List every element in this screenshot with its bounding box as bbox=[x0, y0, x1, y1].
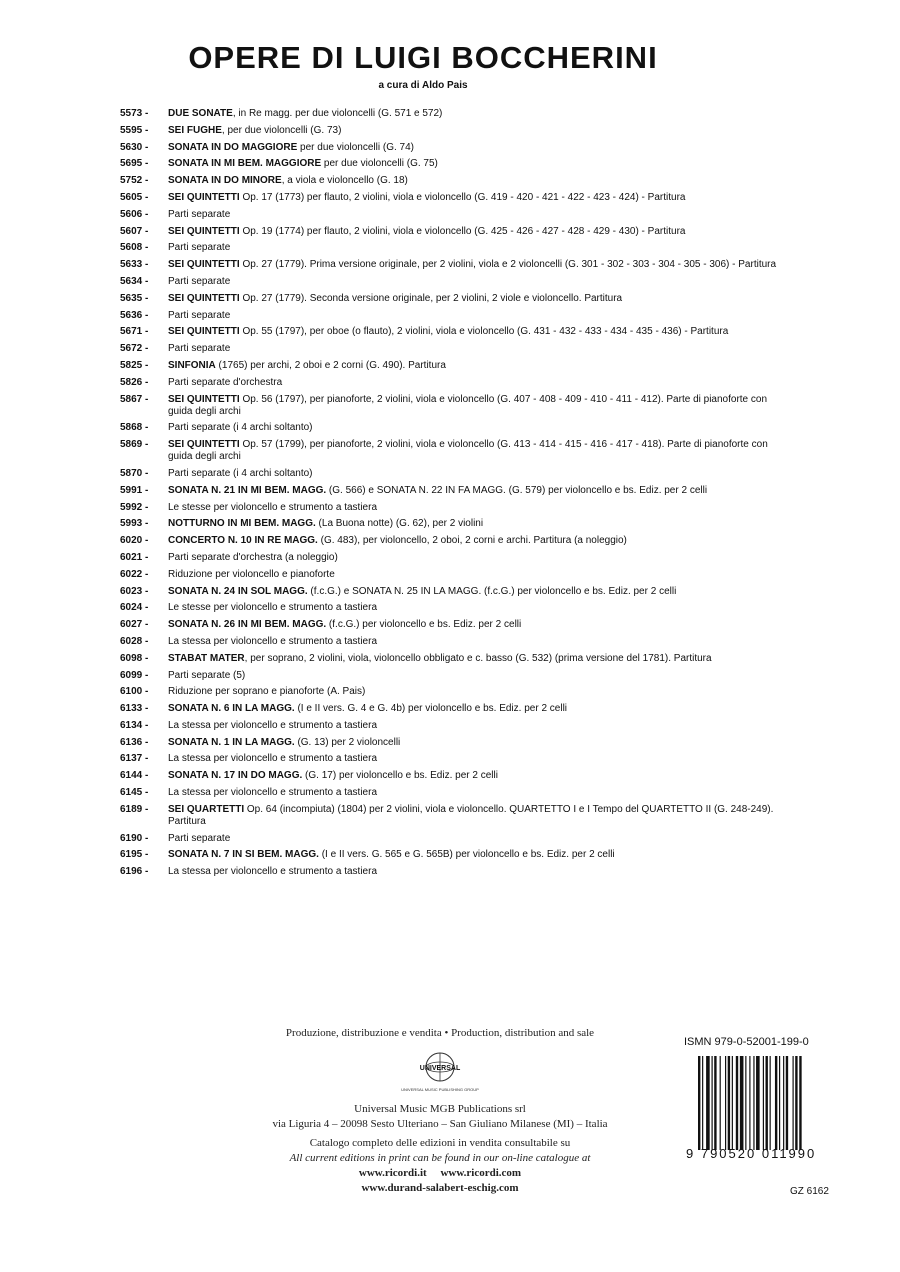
catalog-code: 5573 - bbox=[120, 108, 168, 120]
catalog-detail: Op. 27 (1779). Seconda versione originale, per 2 violini, 2 viole e violoncello. Partitura bbox=[239, 292, 623, 304]
universal-logo-icon bbox=[395, 1047, 485, 1099]
catalog-title: SEI QUINTETTI bbox=[168, 225, 240, 237]
catalog-description bbox=[168, 293, 780, 305]
barcode-bar bbox=[766, 1056, 768, 1150]
catalog-description bbox=[168, 753, 780, 765]
catalog-list bbox=[120, 108, 780, 883]
barcode-bar bbox=[728, 1056, 730, 1150]
catalog-title: SEI QUINTETTI bbox=[168, 259, 240, 271]
barcode-bar bbox=[702, 1056, 703, 1150]
catalog-code: 6024 - bbox=[120, 602, 168, 614]
catalog-note-en: All current editions in print can be found in our on-line catalogue at bbox=[289, 1152, 591, 1164]
catalog-code: 5671 - bbox=[120, 326, 168, 338]
catalog-note-it: Catalogo completo delle edizioni in vendita consultabile su bbox=[309, 1137, 571, 1149]
catalog-code: 6023 - bbox=[120, 586, 168, 598]
catalog-detail: Parti separate (i 4 archi soltanto) bbox=[168, 422, 313, 434]
catalog-entry bbox=[120, 276, 780, 288]
catalog-description bbox=[168, 468, 780, 480]
catalog-detail: Riduzione per soprano e pianoforte (A. Pais) bbox=[168, 686, 366, 698]
catalog-code: 5606 - bbox=[120, 209, 168, 221]
barcode-bar bbox=[793, 1056, 794, 1150]
catalog-description bbox=[168, 394, 780, 418]
catalog-entry bbox=[120, 787, 780, 799]
catalog-title: SEI QUINTETTI bbox=[168, 439, 240, 451]
catalog-entry bbox=[120, 569, 780, 581]
catalog-description bbox=[168, 502, 780, 514]
catalog-description bbox=[168, 619, 780, 631]
catalog-description bbox=[168, 720, 780, 732]
catalog-detail: (I e II vers. G. 565 e G. 565B) per violoncello e bs. Ediz. per 2 celli bbox=[318, 849, 615, 861]
catalog-number: GZ 6162 bbox=[790, 1186, 829, 1197]
catalog-code: 6137 - bbox=[120, 753, 168, 765]
catalog-entry bbox=[120, 226, 780, 238]
catalog-entry bbox=[120, 636, 780, 648]
barcode-bar bbox=[749, 1056, 750, 1150]
catalog-entry bbox=[120, 310, 780, 322]
catalog-title: SEI QUINTETTI bbox=[168, 326, 240, 338]
catalog-description bbox=[168, 686, 780, 698]
catalog-entry bbox=[120, 866, 780, 878]
catalog-title: SONATA IN DO MAGGIORE bbox=[168, 141, 298, 153]
url-ricordi-com[interactable]: www.ricordi.com bbox=[440, 1167, 522, 1179]
catalog-entry bbox=[120, 518, 780, 530]
catalog-code: 6195 - bbox=[120, 849, 168, 861]
catalog-entry bbox=[120, 703, 780, 715]
catalog-detail: (I e II vers. G. 4 e G. 4b) per violoncello e bs. Ediz. per 2 celli bbox=[294, 703, 568, 715]
catalog-description bbox=[168, 326, 780, 338]
barcode-number: 9 790520 011990 bbox=[686, 1146, 817, 1161]
catalog-title: NOTTURNO IN MI BEM. MAGG. bbox=[168, 518, 316, 530]
catalog-detail: Op. 55 (1797), per oboe (o flauto), 2 violini, viola e violoncello (G. 431 - 432 - 433 - 434 - 435 - 436) - Partitura bbox=[239, 326, 729, 338]
catalog-code: 6020 - bbox=[120, 535, 168, 547]
catalog-code: 5868 - bbox=[120, 422, 168, 434]
catalog-description bbox=[168, 770, 780, 782]
catalog-description bbox=[168, 142, 780, 154]
catalog-code: 5992 - bbox=[120, 502, 168, 514]
catalog-code: 6136 - bbox=[120, 737, 168, 749]
barcode-bar bbox=[740, 1056, 744, 1150]
url-durand[interactable]: www.durand-salabert-eschig.com bbox=[361, 1182, 519, 1194]
catalog-detail: , a viola e violoncello (G. 18) bbox=[281, 175, 408, 187]
catalog-title: SONATA N. 1 IN LA MAGG. bbox=[168, 736, 295, 748]
catalog-description bbox=[168, 737, 780, 749]
catalog-code: 6134 - bbox=[120, 720, 168, 732]
catalog-description bbox=[168, 569, 780, 581]
catalog-entry bbox=[120, 720, 780, 732]
catalog-code: 6100 - bbox=[120, 686, 168, 698]
catalog-detail: Parti separate d'orchestra (a noleggio) bbox=[168, 551, 338, 563]
barcode-bar bbox=[783, 1056, 784, 1150]
catalog-entry bbox=[120, 142, 780, 154]
catalog-detail: La stessa per violoncello e strumento a tastiera bbox=[168, 635, 377, 647]
catalog-detail: Parti separate bbox=[168, 275, 231, 287]
catalog-description bbox=[168, 602, 780, 614]
catalog-detail: Parti separate d'orchestra bbox=[168, 376, 283, 388]
catalog-code: 6189 - bbox=[120, 804, 168, 828]
catalog-detail: (G. 13) per 2 violoncelli bbox=[294, 736, 401, 748]
catalog-entry bbox=[120, 158, 780, 170]
catalog-entry bbox=[120, 485, 780, 497]
catalog-entry bbox=[120, 468, 780, 480]
catalog-detail: La stessa per violoncello e strumento a tastiera bbox=[168, 787, 377, 799]
catalog-entry bbox=[120, 343, 780, 355]
catalog-description bbox=[168, 439, 780, 463]
catalog-entry bbox=[120, 192, 780, 204]
catalog-detail: La stessa per violoncello e strumento a tastiera bbox=[168, 753, 377, 765]
catalog-description bbox=[168, 485, 780, 497]
catalog-entry bbox=[120, 259, 780, 271]
catalog-entry bbox=[120, 502, 780, 514]
catalog-entry bbox=[120, 422, 780, 434]
catalog-entry bbox=[120, 619, 780, 631]
catalog-title: SONATA N. 7 IN SI BEM. MAGG. bbox=[168, 849, 319, 861]
catalog-title: SONATA N. 24 IN SOL MAGG. bbox=[168, 585, 308, 597]
catalog-entry bbox=[120, 535, 780, 547]
catalog-title: STABAT MATER bbox=[168, 652, 245, 664]
catalog-description bbox=[168, 242, 780, 254]
catalog-description bbox=[168, 377, 780, 389]
catalog-entry bbox=[120, 108, 780, 120]
catalog-detail: La stessa per violoncello e strumento a tastiera bbox=[168, 719, 377, 731]
barcode-bar bbox=[725, 1056, 726, 1150]
barcode-bar bbox=[706, 1056, 710, 1150]
catalog-entry bbox=[120, 737, 780, 749]
barcode-bar bbox=[736, 1056, 738, 1150]
catalog-detail: (La Buona notte) (G. 62), per 2 violini bbox=[315, 518, 484, 530]
barcode-bar bbox=[714, 1056, 716, 1150]
catalog-description bbox=[168, 653, 780, 665]
catalog-code: 5605 - bbox=[120, 192, 168, 204]
catalog-code: 6133 - bbox=[120, 703, 168, 715]
catalog-detail: Op. 64 (incompiuta) (1804) per 2 violini, viola e violoncello. QUARTETTO I e I Tempo del QUARTETTO II (G. 248-249). Partitura bbox=[168, 803, 774, 827]
catalog-code: 6196 - bbox=[120, 866, 168, 878]
catalog-entry bbox=[120, 602, 780, 614]
catalog-title: SONATA IN DO MINORE bbox=[168, 175, 282, 187]
catalog-entry bbox=[120, 770, 780, 782]
catalog-description bbox=[168, 804, 780, 828]
catalog-code: 5635 - bbox=[120, 293, 168, 305]
catalog-detail: Le stesse per violoncello e strumento a tastiera bbox=[168, 501, 377, 513]
barcode-bar bbox=[745, 1056, 746, 1150]
catalog-description bbox=[168, 209, 780, 221]
catalog-detail: (f.c.G.) e SONATA N. 25 IN LA MAGG. (f.c.G.) per violoncello e bs. Ediz. per 2 celli bbox=[307, 585, 677, 597]
catalog-entry bbox=[120, 670, 780, 682]
catalog-code: 6145 - bbox=[120, 787, 168, 799]
publisher-address: via Liguria 4 – 20098 Sesto Ulteriano – San Giuliano Milanese (MI) – Italia bbox=[272, 1118, 608, 1130]
catalog-entry bbox=[120, 293, 780, 305]
catalog-description bbox=[168, 636, 780, 648]
catalog-entry bbox=[120, 552, 780, 564]
catalog-detail: Parti separate (5) bbox=[168, 669, 246, 681]
catalog-description bbox=[168, 866, 780, 878]
catalog-code: 6021 - bbox=[120, 552, 168, 564]
catalog-title: SONATA IN MI BEM. MAGGIORE bbox=[168, 158, 322, 170]
catalog-detail: (f.c.G.) per violoncello e bs. Ediz. per 2 celli bbox=[326, 619, 522, 631]
catalog-description bbox=[168, 787, 780, 799]
catalog-entry bbox=[120, 686, 780, 698]
catalog-code: 6099 - bbox=[120, 670, 168, 682]
catalog-entry bbox=[120, 753, 780, 765]
publisher-footer bbox=[230, 1026, 650, 1196]
catalog-description bbox=[168, 535, 780, 547]
catalog-entry bbox=[120, 175, 780, 187]
catalog-description bbox=[168, 518, 780, 530]
catalog-code: 5695 - bbox=[120, 158, 168, 170]
catalog-title: SINFONIA bbox=[168, 359, 216, 371]
catalog-code: 5608 - bbox=[120, 242, 168, 254]
catalog-code: 5634 - bbox=[120, 276, 168, 288]
barcode-bar bbox=[720, 1056, 721, 1150]
catalog-detail: , per due violoncelli (G. 73) bbox=[221, 124, 342, 136]
catalog-code: 6190 - bbox=[120, 833, 168, 845]
barcode-bar bbox=[795, 1056, 797, 1150]
catalog-code: 5993 - bbox=[120, 518, 168, 530]
production-line: Produzione, distribuzione e vendita • Production, distribution and sale bbox=[285, 1027, 595, 1039]
catalog-code: 5826 - bbox=[120, 377, 168, 389]
catalog-entry bbox=[120, 360, 780, 372]
catalog-title: DUE SONATE bbox=[168, 108, 233, 119]
catalog-code: 5752 - bbox=[120, 175, 168, 187]
barcode-bar bbox=[763, 1056, 764, 1150]
catalog-description bbox=[168, 108, 780, 120]
catalog-detail: Parti separate bbox=[168, 343, 231, 355]
catalog-code: 6022 - bbox=[120, 569, 168, 581]
catalog-detail: Parti separate bbox=[168, 832, 231, 844]
catalog-entry bbox=[120, 849, 780, 861]
catalog-description bbox=[168, 703, 780, 715]
barcode-bar bbox=[779, 1056, 780, 1150]
catalog-title: SEI QUINTETTI bbox=[168, 191, 240, 203]
catalog-title: SEI QUARTETTI bbox=[168, 803, 245, 815]
catalog-description bbox=[168, 360, 780, 372]
catalog-entry bbox=[120, 833, 780, 845]
barcode-bar bbox=[698, 1056, 700, 1150]
catalog-entry bbox=[120, 439, 780, 463]
catalog-description bbox=[168, 125, 780, 137]
barcode-bar bbox=[712, 1056, 713, 1150]
barcode-bar bbox=[770, 1056, 771, 1150]
catalog-code: 6098 - bbox=[120, 653, 168, 665]
catalog-code: 5595 - bbox=[120, 125, 168, 137]
catalog-entry bbox=[120, 586, 780, 598]
editor-credit: a cura di Aldo Pais bbox=[378, 80, 468, 91]
barcode-bar bbox=[753, 1056, 754, 1150]
catalog-description bbox=[168, 192, 780, 204]
catalog-code: 5633 - bbox=[120, 259, 168, 271]
catalog-code: 5867 - bbox=[120, 394, 168, 418]
catalog-detail: (G. 566) e SONATA N. 22 IN FA MAGG. (G. 579) per violoncello e bs. Ediz. per 2 celli bbox=[326, 484, 708, 496]
catalog-description bbox=[168, 310, 780, 322]
catalog-title: SONATA N. 17 IN DO MAGG. bbox=[168, 770, 303, 782]
catalog-detail: , in Re magg. per due violoncelli (G. 571 e 572) bbox=[232, 108, 443, 119]
barcode-bar bbox=[775, 1056, 777, 1150]
catalog-code: 5991 - bbox=[120, 485, 168, 497]
logo-subtext: UNIVERSAL MUSIC PUBLISHING GROUP bbox=[401, 1087, 479, 1092]
catalog-description bbox=[168, 586, 780, 598]
catalog-title: SEI QUINTETTI bbox=[168, 292, 240, 304]
logo-text: UNIVERSAL bbox=[419, 1065, 461, 1072]
catalog-detail: Op. 56 (1797), per pianoforte, 2 violini, viola e violoncello (G. 407 - 408 - 409 - 410 - 411 - 412). Parte di pianoforte con guida degli archi bbox=[168, 393, 768, 417]
catalog-detail: Op. 27 (1779). Prima versione originale, per 2 violini, viola e 2 violoncelli (G. 301 - 302 - 303 - 304 - 305 - 306) - Partitura bbox=[239, 259, 777, 271]
catalog-detail: (G. 483), per violoncello, 2 oboi, 2 corni e archi. Partitura (a noleggio) bbox=[317, 535, 627, 547]
catalog-entry bbox=[120, 209, 780, 221]
barcode-bar bbox=[756, 1056, 760, 1150]
catalog-entry bbox=[120, 394, 780, 418]
catalog-title: SONATA N. 6 IN LA MAGG. bbox=[168, 703, 295, 715]
catalog-detail: (G. 17) per violoncello e bs. Ediz. per 2 celli bbox=[302, 770, 498, 782]
catalog-description bbox=[168, 259, 780, 271]
catalog-detail: Parti separate (i 4 archi soltanto) bbox=[168, 467, 313, 479]
catalog-detail: Riduzione per violoncello e pianoforte bbox=[168, 568, 335, 580]
catalog-description bbox=[168, 670, 780, 682]
catalog-detail: La stessa per violoncello e strumento a tastiera bbox=[168, 866, 377, 878]
catalog-code: 5607 - bbox=[120, 226, 168, 238]
catalog-code: 5672 - bbox=[120, 343, 168, 355]
catalog-detail: Op. 57 (1799), per pianoforte, 2 violini, viola e violoncello (G. 413 - 414 - 415 - 416 - 417 - 418). Parte di pianoforte con guida degli archi bbox=[168, 439, 768, 463]
barcode-bar bbox=[799, 1056, 801, 1150]
ismn-code: ISMN 979-0-52001-199-0 bbox=[684, 1036, 809, 1048]
catalog-detail: Parti separate bbox=[168, 309, 231, 321]
catalog-detail: Parti separate bbox=[168, 242, 231, 254]
catalog-code: 6027 - bbox=[120, 619, 168, 631]
catalog-title: SEI QUINTETTI bbox=[168, 393, 240, 405]
catalog-detail: Le stesse per violoncello e strumento a tastiera bbox=[168, 602, 377, 614]
catalog-entry bbox=[120, 125, 780, 137]
catalog-title: SONATA N. 26 IN MI BEM. MAGG. bbox=[168, 619, 327, 631]
catalog-title: SONATA N. 21 IN MI BEM. MAGG. bbox=[168, 484, 327, 496]
page-title: OPERE DI LUIGI BOCCHERINI bbox=[188, 40, 658, 75]
catalog-detail: (1765) per archi, 2 oboi e 2 corni (G. 490). Partitura bbox=[215, 359, 446, 371]
catalog-title: CONCERTO N. 10 IN RE MAGG. bbox=[168, 535, 318, 547]
barcode-bar bbox=[786, 1056, 788, 1150]
catalog-code: 6144 - bbox=[120, 770, 168, 782]
catalog-description bbox=[168, 343, 780, 355]
catalog-description bbox=[168, 276, 780, 288]
barcode-icon bbox=[696, 1056, 836, 1150]
catalog-title: SEI FUGHE bbox=[168, 124, 222, 136]
catalog-detail: Parti separate bbox=[168, 208, 231, 220]
catalog-description bbox=[168, 833, 780, 845]
catalog-detail: , per soprano, 2 violini, viola, violoncello obbligato e c. basso (G. 532) (prima versione del 1781). Partitura bbox=[244, 652, 712, 664]
catalog-description bbox=[168, 552, 780, 564]
catalog-description bbox=[168, 422, 780, 434]
catalog-entry bbox=[120, 804, 780, 828]
catalog-code: 5636 - bbox=[120, 310, 168, 322]
catalog-code: 6028 - bbox=[120, 636, 168, 648]
catalog-code: 5870 - bbox=[120, 468, 168, 480]
catalog-description bbox=[168, 175, 780, 187]
catalog-detail: per due violoncelli (G. 74) bbox=[297, 141, 414, 153]
catalog-entry bbox=[120, 653, 780, 665]
catalog-description bbox=[168, 226, 780, 238]
catalog-entry bbox=[120, 377, 780, 389]
catalog-detail: Op. 19 (1774) per flauto, 2 violini, viola e violoncello (G. 425 - 426 - 427 - 428 - 429 - 430) - Partitura bbox=[239, 225, 686, 237]
catalog-code: 5630 - bbox=[120, 142, 168, 154]
barcode-bar bbox=[732, 1056, 733, 1150]
catalog-code: 5825 - bbox=[120, 360, 168, 372]
catalog-detail: per due violoncelli (G. 75) bbox=[321, 158, 438, 170]
publisher-name: Universal Music MGB Publications srl bbox=[354, 1103, 526, 1115]
catalog-detail: Op. 17 (1773) per flauto, 2 violini, viola e violoncello (G. 419 - 420 - 421 - 422 - 423 - 424) - Partitura bbox=[239, 191, 686, 203]
url-ricordi-it[interactable]: www.ricordi.it bbox=[358, 1167, 427, 1179]
catalog-description bbox=[168, 849, 780, 861]
catalog-entry bbox=[120, 242, 780, 254]
catalog-code: 5869 - bbox=[120, 439, 168, 463]
catalog-entry bbox=[120, 326, 780, 338]
catalog-description bbox=[168, 158, 780, 170]
